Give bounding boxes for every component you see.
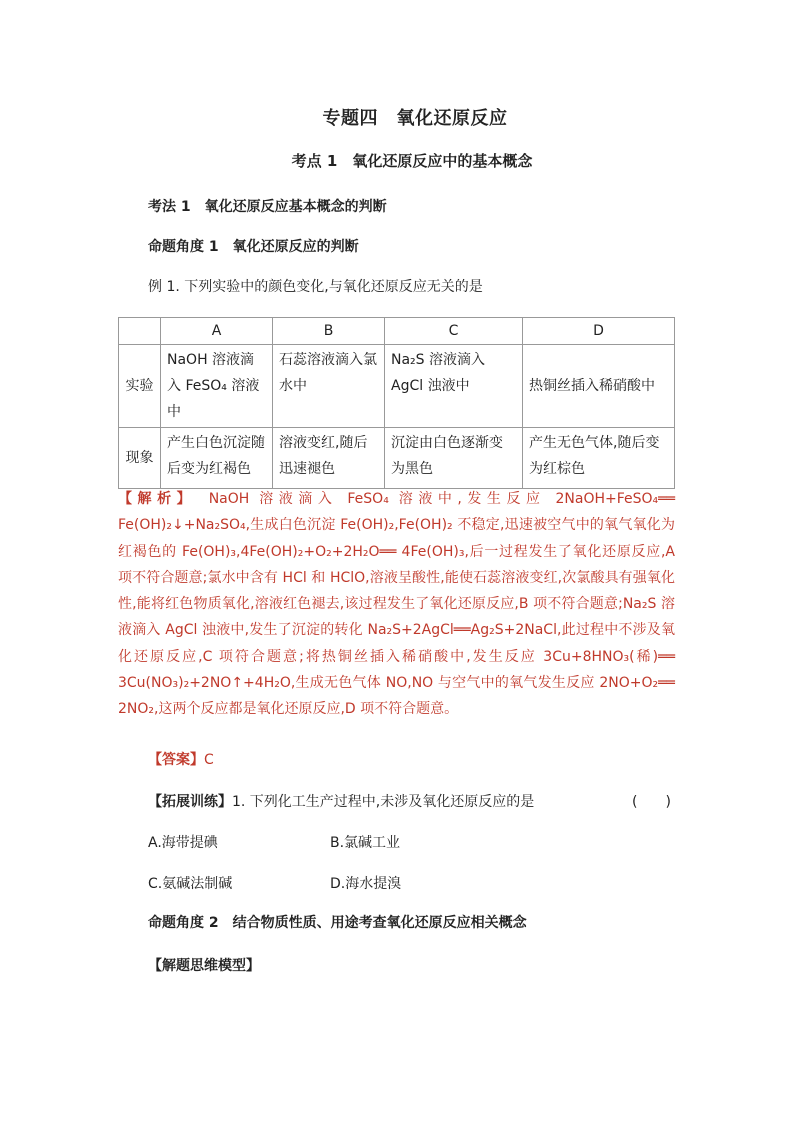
answer-blank: ( ) xyxy=(632,794,671,810)
extension-question xyxy=(148,791,534,811)
analysis-tag: 【解析】 xyxy=(118,491,190,507)
answer-tag: 【答案】 xyxy=(148,752,204,768)
table-header-cell: A xyxy=(161,318,273,345)
extension-text: 1. 下列化工生产过程中,未涉及氧化还原反应的是 xyxy=(232,794,535,810)
option-d: D.海水提溴 xyxy=(330,876,402,892)
row-label: 实验 xyxy=(119,345,161,428)
table-header-cell xyxy=(119,318,161,345)
row-label: 现象 xyxy=(119,428,161,489)
table-cell: 产生白色沉淀随后变为红褐色 xyxy=(161,428,273,489)
option-b: B.氯碱工业 xyxy=(330,835,401,851)
table-row xyxy=(119,345,675,428)
answer-value: C xyxy=(204,752,214,768)
analysis-paragraph xyxy=(118,486,675,723)
method-heading: 考法 1 氧化还原反应基本概念的判断 xyxy=(148,199,387,215)
table-cell: Na₂S 溶液滴入 AgCl 浊液中 xyxy=(385,345,523,428)
option-a: A.海带提碘 xyxy=(148,835,218,851)
table-header-cell: B xyxy=(273,318,385,345)
angle-heading-2: 命题角度 2 结合物质性质、用途考查氧化还原反应相关概念 xyxy=(148,915,527,931)
example-question: 例 1. 下列实验中的颜色变化,与氧化还原反应无关的是 xyxy=(148,279,483,295)
table-cell: 沉淀由白色逐渐变为黑色 xyxy=(385,428,523,489)
table-row xyxy=(119,428,675,489)
option-c: C.氨碱法制碱 xyxy=(148,876,233,892)
analysis-text: NaOH 溶液滴入 FeSO₄ 溶液中,发生反应 2NaOH+FeSO₄══ Fe(OH)₂↓+Na₂SO₄,生成白色沉淀 Fe(OH)₂,Fe(OH)₂ 不稳定,迅速被空气中的氧气氧化为红褐色的 Fe(OH)₃,4Fe(OH)₂+O₂+2H₂O══ 4Fe(OH)₃,后一过程发生了氧化还原反应,A 项不符合题意;氯水中含有 HCl 和 HClO,溶液呈酸性,能使石蕊溶液变红,次氯酸具有强氧化性,能将红色物质氧化,溶液红色褪去,该过程发生了氧化还原反应,B 项不符合题意;Na₂S 溶液滴入 AgCl 浊液中,发生了沉淀的转化 Na₂S+2AgCl══Ag₂S+2NaCl,此过程中不涉及氧化还原反应,C 项符合题意;将热铜丝插入稀硝酸中,发生反应 3Cu+8HNO₃(稀)══ 3Cu(NO₃)₂+2NO↑+4H₂O,生成无色气体 NO,NO 与空气中的氧气发生反应 2NO+O₂══ 2NO₂,这两个反应都是氧化还原反应,D 项不符合题意。 xyxy=(118,491,676,718)
angle-heading-1: 命题角度 1 氧化还原反应的判断 xyxy=(148,239,359,255)
table-cell: 产生无色气体,随后变为红棕色 xyxy=(523,428,675,489)
table-cell: 石蕊溶液滴入氯水中 xyxy=(273,345,385,428)
model-heading: 【解题思维模型】 xyxy=(148,958,260,974)
section-heading: 考点 1 氧化还原反应中的基本概念 xyxy=(291,152,533,170)
table-header-cell: C xyxy=(385,318,523,345)
table-cell: 溶液变红,随后迅速褪色 xyxy=(273,428,385,489)
table-cell: NaOH 溶液滴入 FeSO₄ 溶液中 xyxy=(161,345,273,428)
table-header-cell: D xyxy=(523,318,675,345)
answer-line xyxy=(148,749,214,769)
experiment-table xyxy=(118,317,675,489)
table-cell: 热铜丝插入稀硝酸中 xyxy=(523,345,675,428)
page-title: 专题四 氧化还原反应 xyxy=(322,108,508,129)
table-header-row xyxy=(119,318,675,345)
extension-tag: 【拓展训练】 xyxy=(148,794,232,810)
